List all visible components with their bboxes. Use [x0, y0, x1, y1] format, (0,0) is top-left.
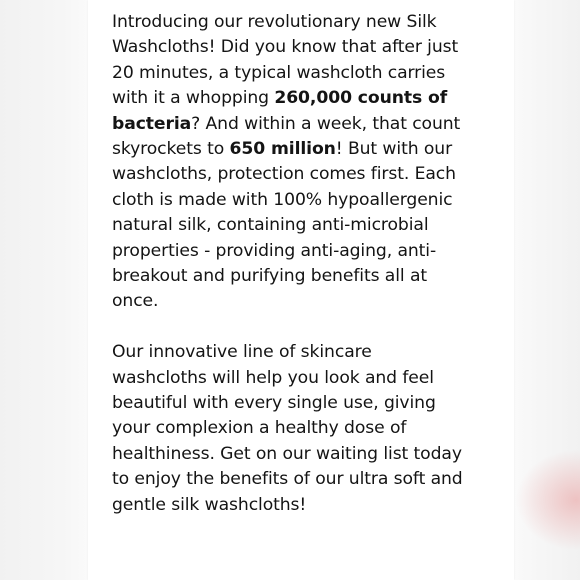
product-description [112, 10, 468, 544]
background-right [514, 0, 580, 580]
bacteria-count-highlight: 260,000 counts of bacteria [112, 88, 448, 134]
paragraph-intro [112, 10, 468, 315]
intro-text-1: Introducing our revolutionary new Silk Washcloths! Did you know that after just 20 minutes, a typical washcloth carries with it a whopping [112, 12, 459, 109]
intro-text-2: ? And within a week, that count skyrockets to [112, 113, 461, 160]
background-left [0, 0, 88, 580]
million-highlight: 650 million [229, 139, 336, 160]
paragraph-benefits: Our innovative line of skincare washcloths will help you look and feel beautiful with every single use, giving your complexion a healthy dose of healthiness. Get on our waiting list today to enjoy the benefits of our ultra soft and gentle silk washcloths! [112, 342, 463, 515]
intro-text-3: ! But with our washcloths, protection comes first. Each cloth is made with 100% hypoallergenic natural silk, containing anti-microbial properties - providing anti-aging, anti-breakout and purifying benefits all at once. [112, 139, 456, 312]
